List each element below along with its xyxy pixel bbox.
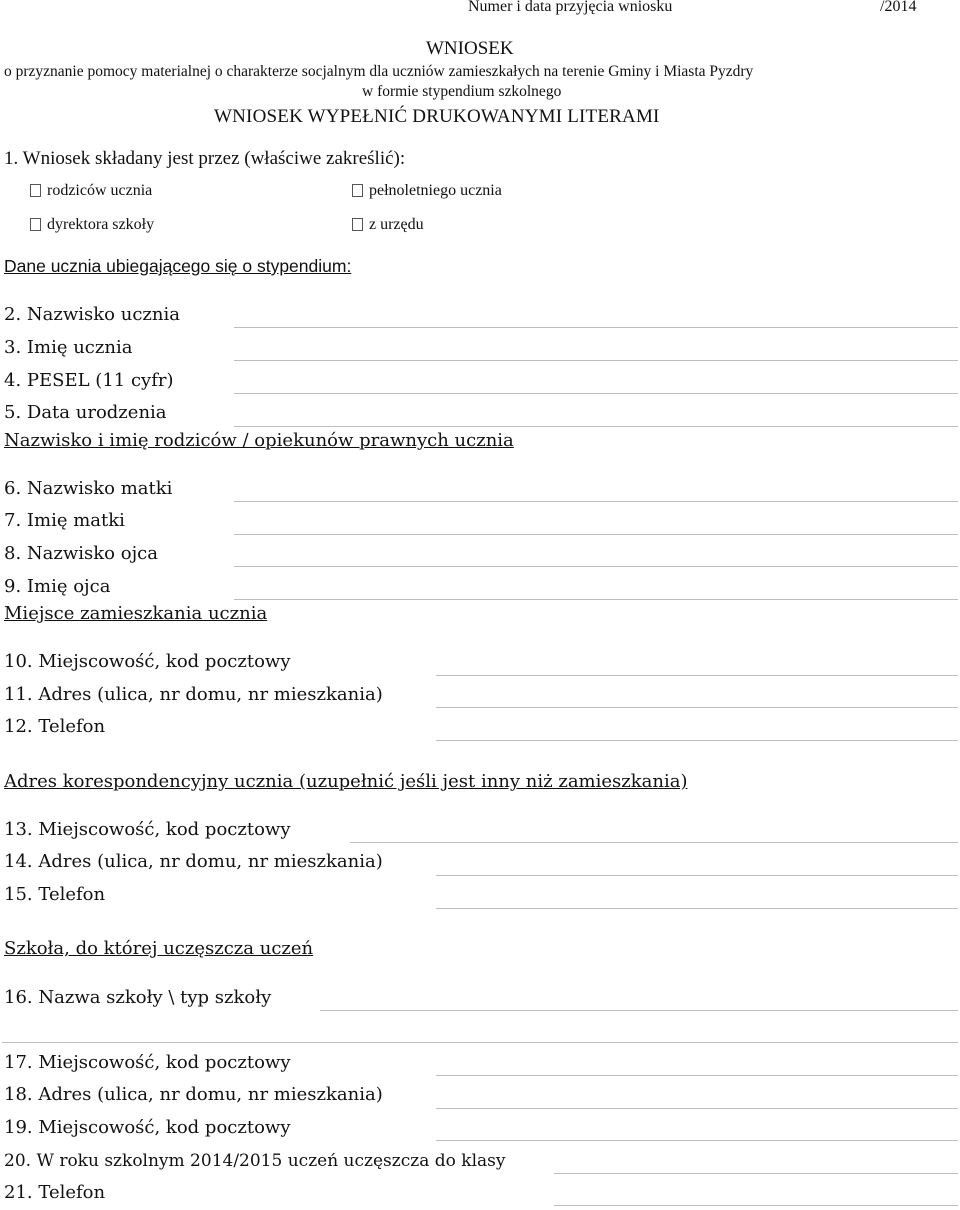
field-label-school-address: 18. Adres (ulica, nr domu, nr mieszkania) <box>4 1084 383 1105</box>
field-line-student-surname[interactable] <box>234 327 958 328</box>
option-parents[interactable] <box>30 182 152 200</box>
option-adult-student[interactable] <box>352 182 502 200</box>
field-line-student-name[interactable] <box>234 360 958 361</box>
section-residence: Miejsce zamieszkania ucznia <box>4 603 268 624</box>
field-label-student-surname: 2. Nazwisko ucznia <box>4 304 180 325</box>
field-line-school-class[interactable] <box>554 1173 958 1174</box>
field-line-birth-date[interactable] <box>234 426 958 427</box>
field-line-school-name-continued[interactable] <box>2 1042 958 1043</box>
field-line-school-name[interactable] <box>320 1010 958 1011</box>
section-student-data: Dane ucznia ubiegającego się o stypendium: <box>4 256 352 276</box>
question-1-label: 1. Wniosek składany jest przez (właściwe zakreślić): <box>4 148 406 169</box>
field-label-mother-name: 7. Imię matki <box>4 510 125 531</box>
field-line-corr-address[interactable] <box>436 875 958 876</box>
field-label-corr-locality: 13. Miejscowość, kod pocztowy <box>4 819 291 840</box>
field-label-school-name: 16. Nazwa szkoły \ typ szkoły <box>4 987 272 1008</box>
field-label-mother-surname: 6. Nazwisko matki <box>4 478 173 499</box>
checkbox-parents[interactable] <box>30 184 41 197</box>
section-school: Szkoła, do której uczęszcza uczeń <box>4 938 314 959</box>
document-subtitle-line2: w formie stypendium szkolnego <box>362 83 562 100</box>
field-label-school-locality: 17. Miejscowość, kod pocztowy <box>4 1052 291 1073</box>
option-ex-officio-label: z urzędu <box>369 216 424 233</box>
option-parents-label: rodziców ucznia <box>47 182 153 199</box>
field-line-father-name[interactable] <box>234 599 958 600</box>
field-label-residence-address: 11. Adres (ulica, nr domu, nr mieszkania) <box>4 684 383 705</box>
field-line-mother-name[interactable] <box>234 534 958 535</box>
field-label-residence-locality: 10. Miejscowość, kod pocztowy <box>4 651 291 672</box>
field-line-mother-surname[interactable] <box>234 501 958 502</box>
block-letters-note: WNIOSEK WYPEŁNIĆ DRUKOWANYMI LITERAMI <box>214 106 660 127</box>
field-label-school-class: 20. W roku szkolnym 2014/2015 uczeń uczęszcza do klasy <box>4 1151 506 1171</box>
field-label-student-name: 3. Imię ucznia <box>4 337 133 358</box>
checkbox-adult-student[interactable] <box>352 184 363 197</box>
field-label-corr-phone: 15. Telefon <box>4 884 106 905</box>
field-line-father-surname[interactable] <box>234 566 958 567</box>
field-line-school-phone[interactable] <box>554 1205 958 1206</box>
field-label-pesel: 4. PESEL (11 cyfr) <box>4 370 174 391</box>
field-label-corr-address: 14. Adres (ulica, nr domu, nr mieszkania) <box>4 851 383 872</box>
checkbox-ex-officio[interactable] <box>352 218 363 231</box>
field-label-birth-date: 5. Data urodzenia <box>4 402 167 423</box>
field-line-corr-locality[interactable] <box>350 842 958 843</box>
year-label: /2014 <box>880 0 917 15</box>
field-line-pesel[interactable] <box>234 393 958 394</box>
field-line-residence-address[interactable] <box>436 707 958 708</box>
field-line-school-locality-2[interactable] <box>436 1140 958 1141</box>
document-subtitle: o przyznanie pomocy materialnej o charakterze socjalnym dla uczniów zamieszkałych na terenie Gminy i Miasta Pyzdry <box>4 63 754 80</box>
field-label-school-phone: 21. Telefon <box>4 1182 106 1203</box>
application-number-date-label: Numer i data przyjęcia wniosku <box>468 0 673 15</box>
field-label-residence-phone: 12. Telefon <box>4 716 106 737</box>
checkbox-director[interactable] <box>30 218 41 231</box>
option-director[interactable] <box>30 216 154 234</box>
option-adult-student-label: pełnoletniego ucznia <box>369 182 502 199</box>
document-title: WNIOSEK <box>426 38 514 59</box>
section-correspondence: Adres korespondencyjny ucznia (uzupełnić jeśli jest inny niż zamieszkania) <box>4 771 688 792</box>
option-ex-officio[interactable] <box>352 216 424 234</box>
option-director-label: dyrektora szkoły <box>47 216 155 233</box>
field-line-corr-phone[interactable] <box>436 908 958 909</box>
field-label-father-surname: 8. Nazwisko ojca <box>4 543 158 564</box>
field-line-residence-phone[interactable] <box>436 740 958 741</box>
field-line-school-locality[interactable] <box>436 1075 958 1076</box>
field-label-father-name: 9. Imię ojca <box>4 576 111 597</box>
field-line-school-address[interactable] <box>436 1108 958 1109</box>
section-parents: Nazwisko i imię rodziców / opiekunów prawnych ucznia <box>4 430 514 451</box>
field-label-school-locality-2: 19. Miejscowość, kod pocztowy <box>4 1117 291 1138</box>
field-line-residence-locality[interactable] <box>436 675 958 676</box>
